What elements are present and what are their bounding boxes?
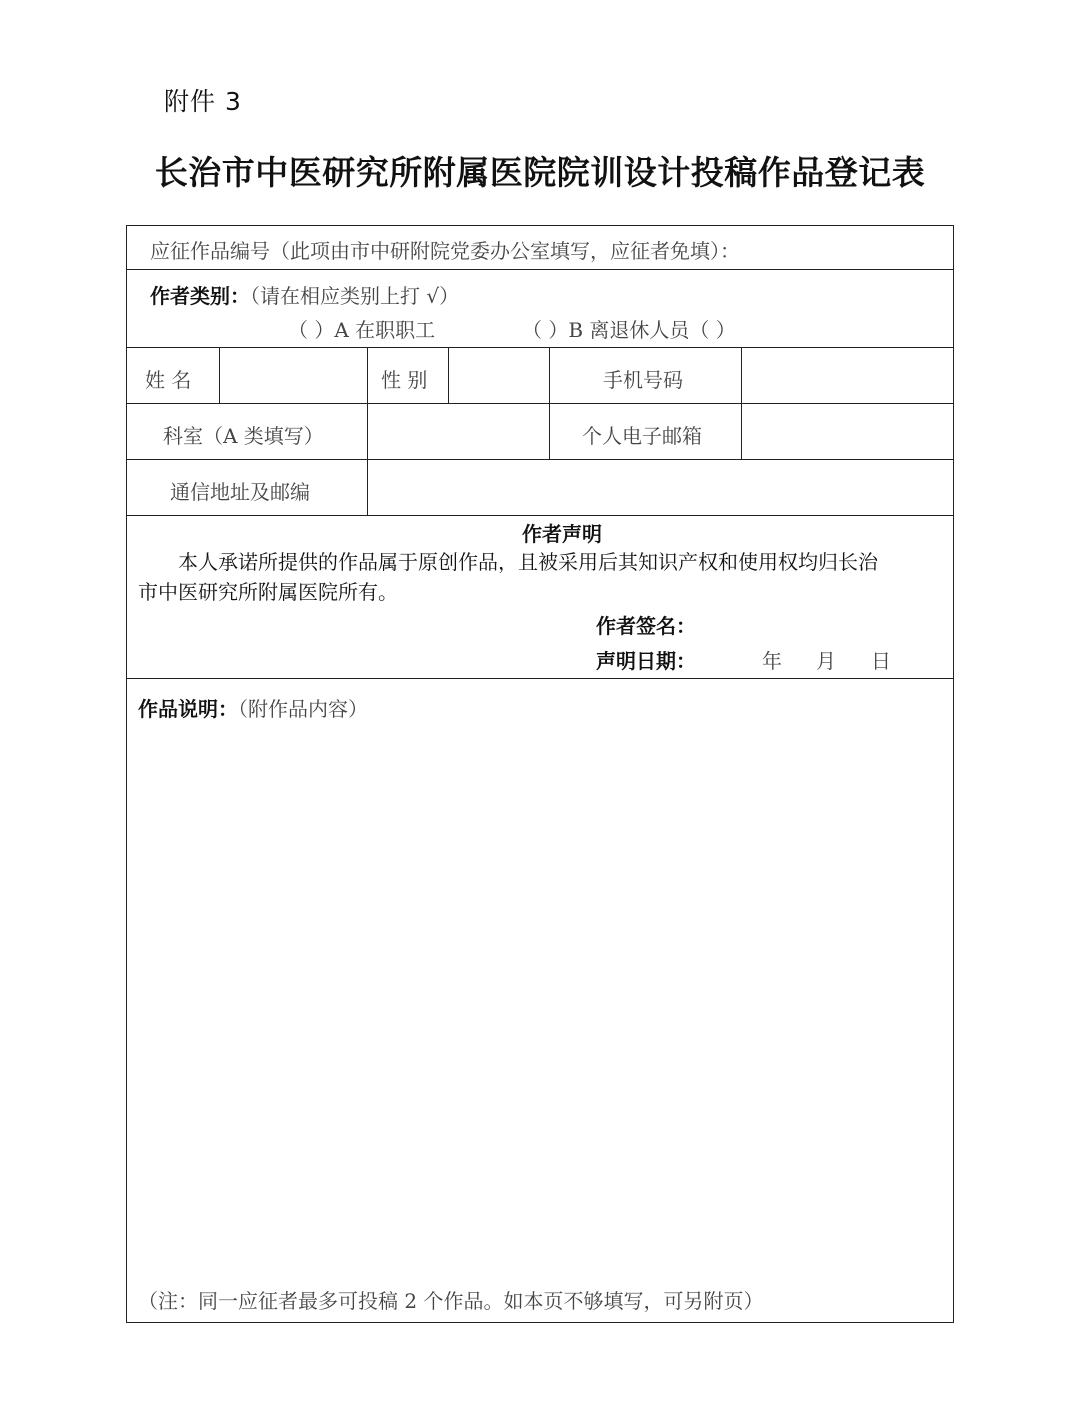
table-border-bottom [126, 1322, 954, 1323]
row-divider [126, 515, 954, 516]
signature-label: 作者签名： [596, 614, 696, 638]
author-category-label: 作者类别： [150, 284, 250, 308]
entry-number-label: 应征作品编号（此项由市中研附院党委办公室填写，应征者免填）： [150, 239, 740, 263]
date-year: 年 [762, 649, 782, 673]
submission-note: （注：同一应征者最多可投稿 2 个作品。如本页不够填写，可另附页） [138, 1289, 764, 1313]
cell-divider [549, 347, 550, 459]
table-border-left [126, 225, 127, 1323]
declaration-date-label: 声明日期： [596, 649, 696, 673]
declaration-heading: 作者声明 [522, 522, 602, 546]
date-month: 月 [816, 649, 836, 673]
name-field[interactable] [220, 348, 367, 403]
description-label: 作品说明： [138, 697, 238, 721]
signature-field[interactable] [700, 606, 940, 636]
declaration-text-line1: 本人承诺所提供的作品属于原创作品，且被采用后其知识产权和使用权均归长治 [178, 550, 878, 574]
date-day: 日 [871, 649, 891, 673]
phone-label: 手机号码 [603, 368, 683, 392]
gender-label: 性 别 [381, 368, 428, 392]
department-field[interactable] [368, 404, 549, 459]
attachment-label: 附件 3 [164, 87, 242, 116]
description-hint: （附作品内容） [238, 697, 368, 721]
form-title: 长治市中医研究所附属医院院训设计投稿作品登记表 [154, 153, 926, 192]
author-category-row [150, 280, 459, 309]
category-option-b[interactable]: （ ）B 离退休人员（ ） [522, 318, 736, 342]
gender-field[interactable] [449, 348, 549, 403]
declaration-text-line2: 市中医研究所附属医院所有。 [138, 580, 398, 604]
email-label: 个人电子邮箱 [582, 424, 702, 448]
description-row [138, 693, 368, 722]
phone-field[interactable] [742, 348, 953, 403]
address-field[interactable] [368, 460, 953, 515]
table-border-top [126, 225, 954, 226]
table-border-right [953, 225, 954, 1323]
department-label: 科室（A 类填写） [163, 424, 324, 448]
email-field[interactable] [742, 404, 953, 459]
author-category-hint: （请在相应类别上打 √） [250, 284, 460, 308]
name-label: 姓 名 [145, 368, 192, 392]
category-option-a[interactable]: （ ）A 在职职工 [288, 318, 436, 342]
address-label: 通信地址及邮编 [170, 480, 310, 504]
row-divider [126, 269, 954, 270]
description-field[interactable] [128, 725, 952, 1275]
row-divider [126, 678, 954, 679]
